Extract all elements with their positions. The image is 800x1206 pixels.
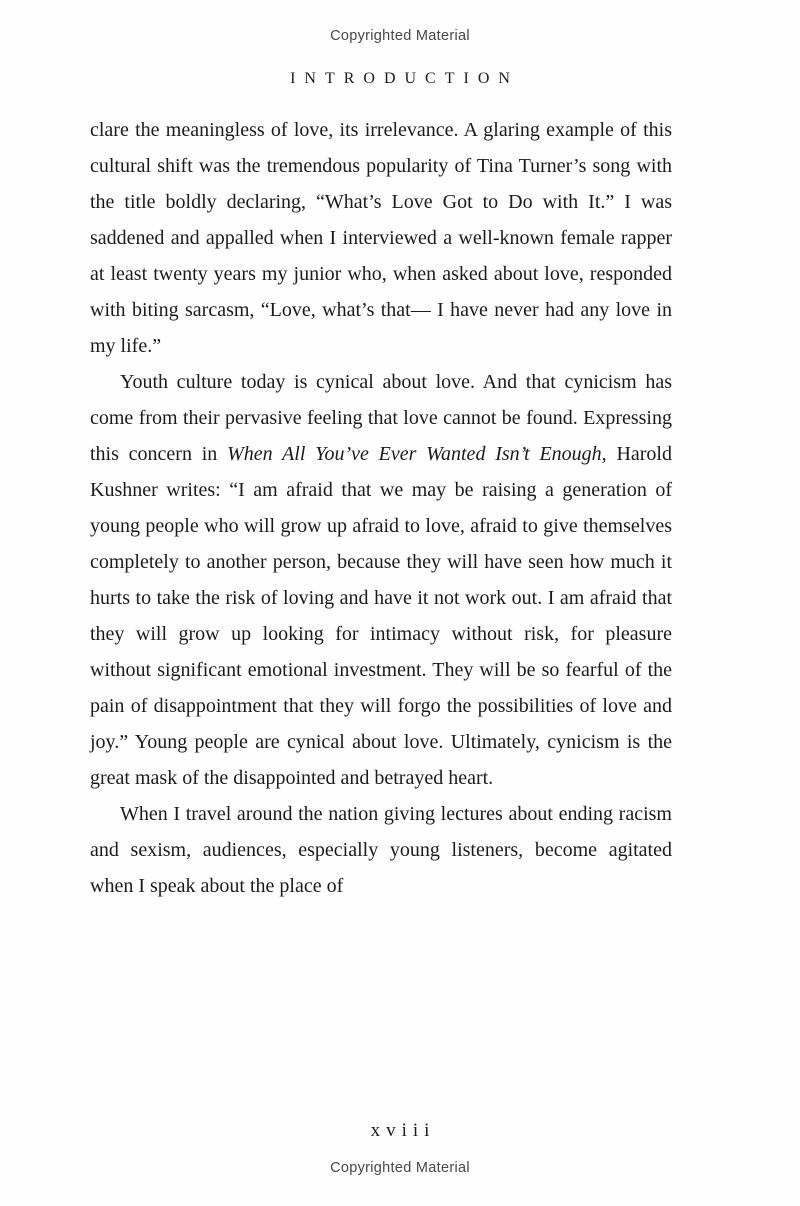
page-body [90,112,672,904]
paragraph [90,112,672,364]
paragraph-text: Youth culture today is cynical about love. And that cynicism has come from their pervasive feeling that love cannot be found. Expressing this concern in [90,371,672,465]
paragraph-text: When I travel around the nation giving lectures about ending racism and sexism, audiences, especially young listeners, become agitated when I speak about the place of [90,803,672,897]
copyright-notice-top: Copyrighted Material [330,28,470,44]
paragraph-text: Harold Kushner writes: “I am afraid that we may be raising a generation of young people who will grow up afraid to love, afraid to give themselves completely to another person, because they will have seen how much it hurts to take the risk of loving and have it not work out. I am afraid that they will grow up looking for intimacy without risk, for pleasure without significant emotional investment. They will be so fearful of the pain of disappointment that they will forgo the possibilities of love and joy.” Young people are cynical about love. Ultimately, cynicism is the great mask of the disappointed and betrayed heart. [90,443,672,789]
paragraph [90,364,672,796]
paragraph-text: clare the meaningless of love, its irrelevance. A glaring example of this cultural shift was the tremendous popularity of Tina Turner’s song with the title boldly declaring, “What’s Love Got to Do with It.” I was saddened and appalled when I interviewed a well-known female rapper at least twenty years my junior who, when asked about love, responded with biting sarcasm, “Love, what’s that— I have never had any love in my life.” [90,119,672,357]
book-title-italic: When All You’ve Ever Wanted Isn’t Enough, [227,443,607,465]
page-number: xviii [370,1120,436,1141]
copyright-notice-bottom: Copyrighted Material [330,1160,470,1176]
chapter-header: INTRODUCTION [290,70,519,87]
paragraph [90,796,672,904]
